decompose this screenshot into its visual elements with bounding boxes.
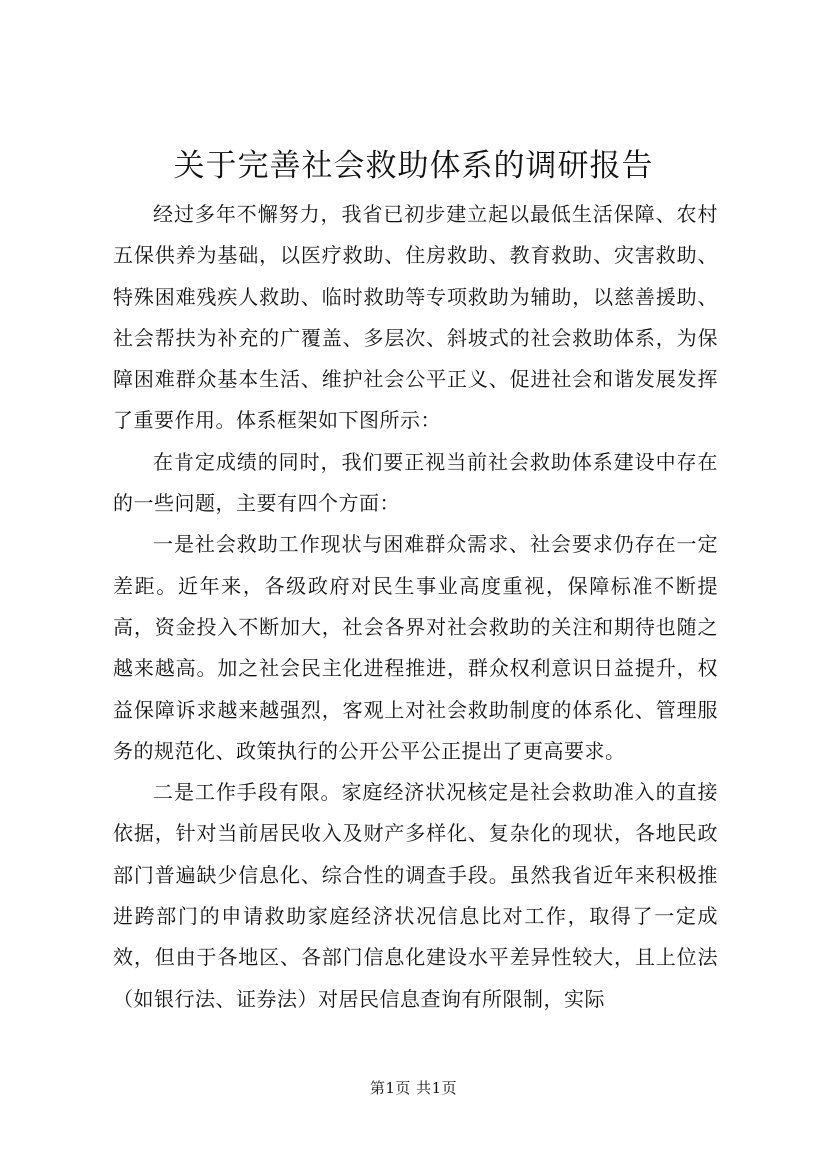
paragraph-intro: 经过多年不懈努力，我省已初步建立起以最低生活保障、农村五保供养为基础，以医疗救助、住房救助、教育救助、灾害救助、特殊困难残疾人救助、临时救助等专项救助为辅助，以慈善援助、社会帮扶为补充的广覆盖、多层次、斜坡式的社会救助体系，为保障困难群众基本生活、维护社会公平正义、促进社会和谐发展发挥了重要作用。体系框架如下图所示： bbox=[113, 202, 718, 433]
paragraph-problem-one: 一是社会救助工作现状与困难群众需求、社会要求仍存在一定差距。近年来，各级政府对民生事业高度重视，保障标准不断提高，资金投入不断加大，社会各界对社会救助的关注和期待也随之越来越高。加之社会民主化进程推进，群众权利意识日益提升，权益保障诉求越来越强烈，客观上对社会救助制度的体系化、管理服务的规范化、政策执行的公开公平公正提出了更高要求。 bbox=[113, 532, 718, 763]
page-footer: 第1页 共1页 bbox=[369, 1079, 458, 1097]
document-body bbox=[113, 194, 718, 1020]
paragraph-problems-overview: 在肯定成绩的同时，我们要正视当前社会救助体系建设中存在的一些问题，主要有四个方面： bbox=[113, 449, 718, 516]
document-title: 关于完善社会救助体系的调研报告 bbox=[173, 148, 654, 184]
paragraph-problem-two: 二是工作手段有限。家庭经济状况核定是社会救助准入的直接依据，针对当前居民收入及财产多样化、复杂化的现状，各地民政部门普遍缺少信息化、综合性的调查手段。虽然我省近年来积极推进跨部门的申请救助家庭经济状况信息比对工作，取得了一定成效，但由于各地区、各部门信息化建设水平差异性较大，且上位法（如银行法、证券法）对居民信息查询有所限制，实际 bbox=[113, 780, 718, 1011]
